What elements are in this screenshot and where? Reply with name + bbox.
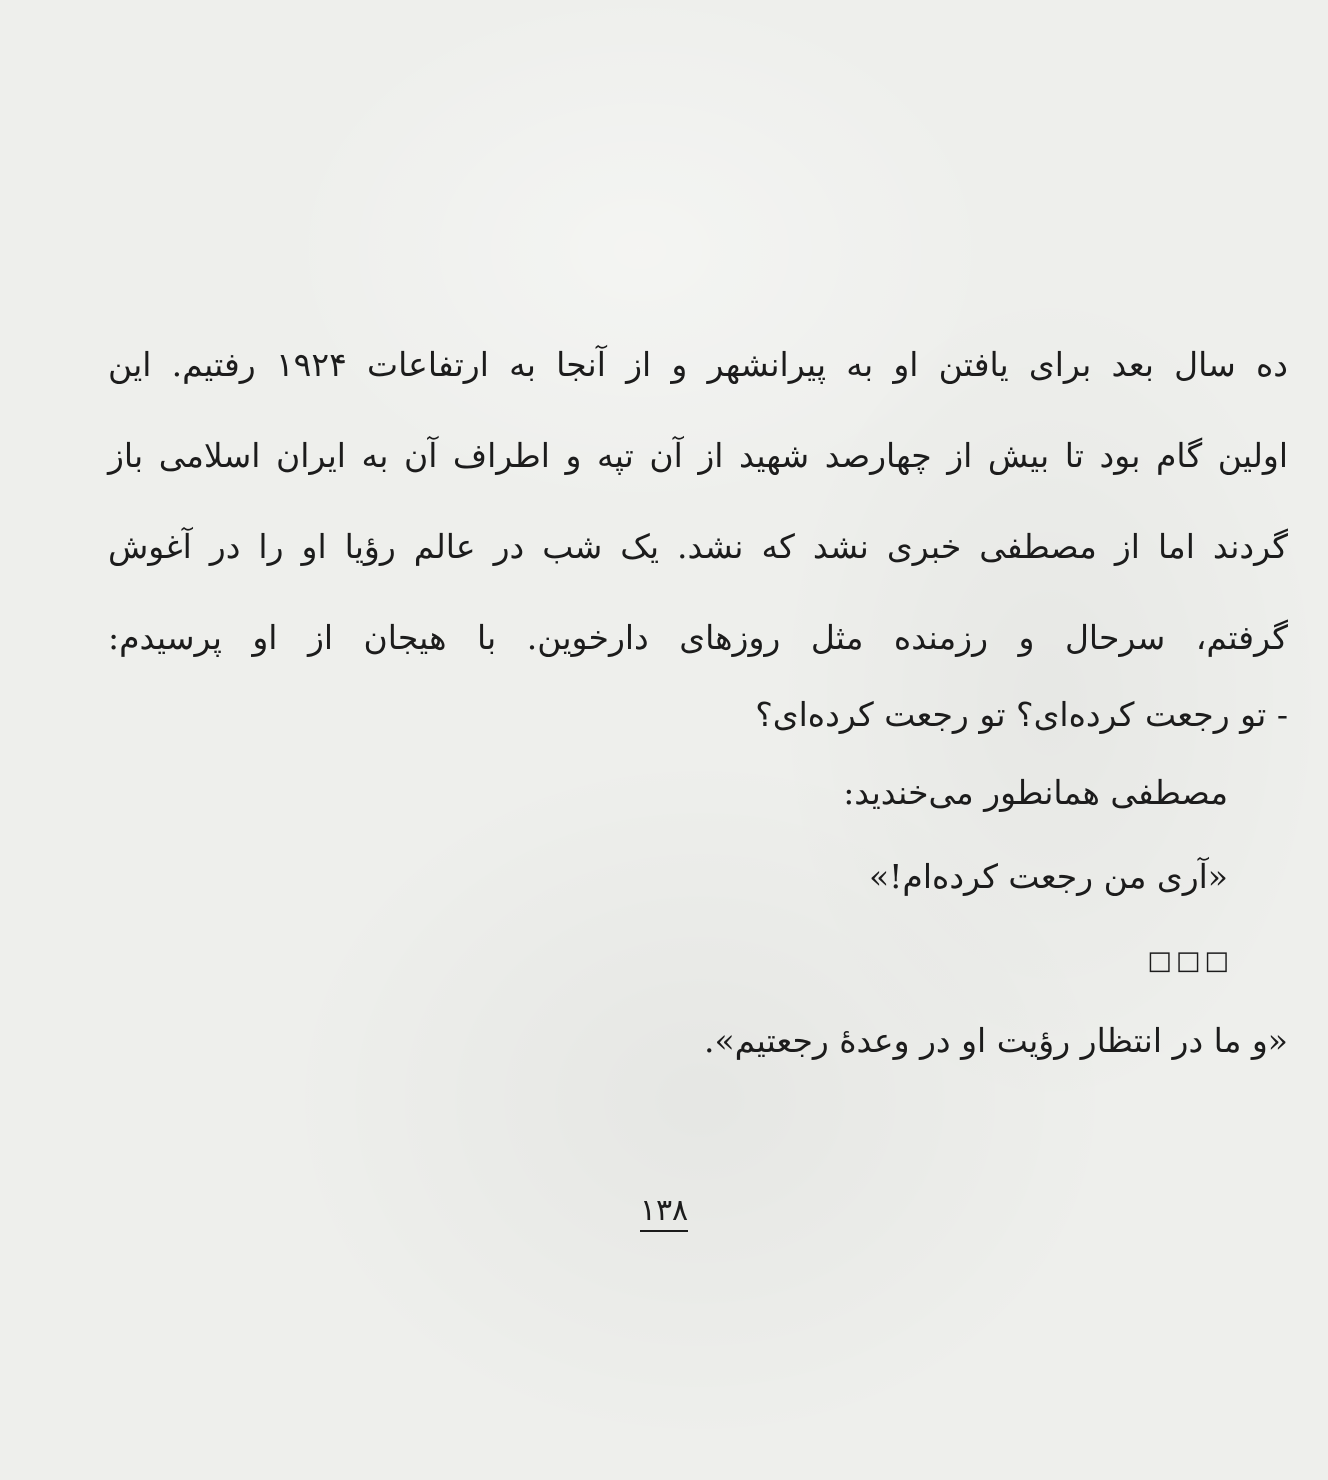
page-number: ۱۳۸ [640, 1196, 688, 1232]
section-separator: □□□ [1147, 946, 1233, 976]
dialogue-answer: «آری من رجعت کرده‌ام!» [868, 857, 1228, 896]
dialogue-narration: مصطفی همانطور می‌خندید: [843, 773, 1228, 812]
paragraph-line-3: گردند اما از مصطفی خبری نشد که نشد. یک شب در عالم رؤیا او را در آغوش [108, 527, 1288, 566]
paragraph-line-2: اولین گام بود تا بیش از چهارصد شهید از آن تپه و اطراف آن به ایران اسلامی باز [108, 436, 1288, 475]
paragraph-line-4: گرفتم، سرحال و رزمنده مثل روزهای دارخوین. با هیجان از او پرسیدم: [108, 618, 1288, 657]
paragraph-line-1: ده سال بعد برای یافتن او به پیرانشهر و از آنجا به ارتفاعات ۱۹۲۴ رفتیم. این [108, 345, 1288, 384]
closing-quote: «و ما در انتظار رؤیت او در وعدهٔ رجعتیم». [703, 1021, 1288, 1060]
page-number-area [0, 1193, 1328, 1232]
dialogue-question: - تو رجعت کرده‌ای؟ تو رجعت کرده‌ای؟ [755, 695, 1288, 734]
